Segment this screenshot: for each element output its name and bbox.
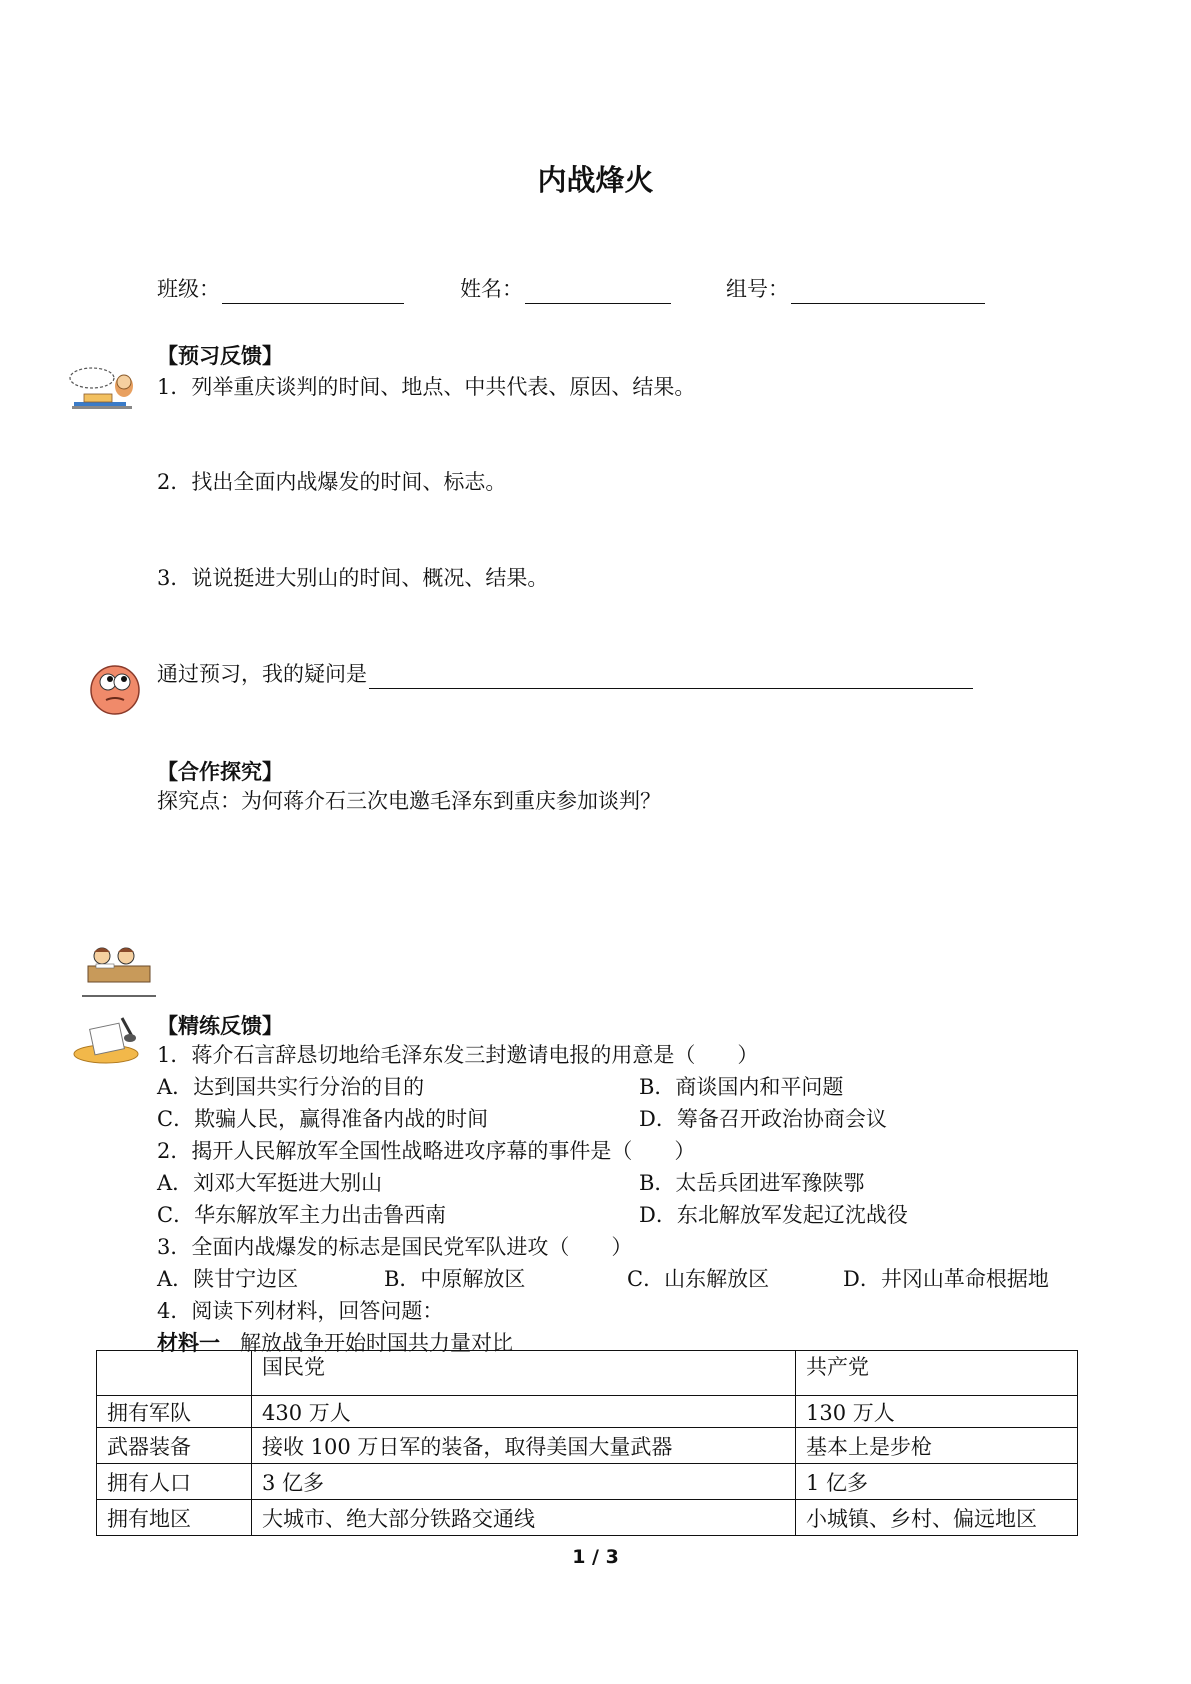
name-blank[interactable] (525, 281, 671, 304)
table-header-row (97, 1351, 1078, 1396)
class-field (157, 274, 404, 304)
q3-option-b: B．中原解放区 (384, 1267, 526, 1291)
q3-option-a: A．陕甘宁边区 (157, 1267, 299, 1291)
q2-option-d: D．东北解放军发起辽沈战役 (639, 1203, 908, 1227)
table-row (97, 1428, 1078, 1464)
table-cell: 3 亿多 (252, 1464, 796, 1500)
q1-option-c: C．欺骗人民，赢得准备内战的时间 (157, 1107, 489, 1131)
page-title: 内战烽火 (537, 163, 654, 197)
material-label: 材料一 (157, 1331, 220, 1355)
students-desk-icon (82, 942, 156, 998)
q2-option-c: C．华东解放军主力出击鲁西南 (157, 1203, 447, 1227)
q3-stem: 3．全面内战爆发的标志是国民党军队进攻（ ） (157, 1235, 633, 1259)
table-cell: 130 万人 (796, 1396, 1078, 1428)
table-header-cell (97, 1351, 252, 1396)
preview-heading: 【预习反馈】 (157, 344, 283, 368)
table-row (97, 1500, 1078, 1536)
table-cell: 基本上是步枪 (796, 1428, 1078, 1464)
table-cell: 接收 100 万日军的装备，取得美国大量武器 (252, 1428, 796, 1464)
coop-heading: 【合作探究】 (157, 760, 283, 784)
table-cell: 武器装备 (97, 1428, 252, 1464)
table-cell: 拥有地区 (97, 1500, 252, 1536)
table-cell: 小城镇、乡村、偏远地区 (796, 1500, 1078, 1536)
group-label: 组号： (726, 277, 789, 301)
q3-option-c: C．山东解放区 (627, 1267, 770, 1291)
table-cell: 拥有人口 (97, 1464, 252, 1500)
material-title: 解放战争开始时国共力量对比 (240, 1331, 514, 1355)
comparison-table (96, 1350, 1078, 1536)
page-number: 1 / 3 (572, 1546, 619, 1568)
question-prompt-label: 通过预习，我的疑问是 (157, 662, 367, 686)
name-label: 姓名： (460, 277, 523, 301)
q4-stem: 4．阅读下列材料，回答问题： (157, 1299, 444, 1323)
q2-stem: 2．揭开人民解放军全国性战略进攻序幕的事件是（ ） (157, 1139, 696, 1163)
q1-option-d: D．筹备召开政治协商会议 (639, 1107, 887, 1131)
preview-item-2: 2．找出全面内战爆发的时间、标志。 (157, 470, 507, 494)
q1-option-b: B．商谈国内和平问题 (639, 1075, 844, 1099)
question-blank[interactable] (369, 666, 973, 689)
class-label: 班级： (157, 277, 220, 301)
class-blank[interactable] (222, 281, 404, 304)
coop-point: 探究点：为何蒋介石三次电邀毛泽东到重庆参加谈判？ (157, 789, 661, 813)
group-field (726, 274, 985, 304)
name-field (460, 274, 671, 304)
confused-face-icon (88, 662, 142, 716)
preview-item-3: 3．说说挺进大别山的时间、概况、结果。 (157, 566, 549, 590)
table-header-cell: 国民党 (252, 1351, 796, 1396)
table-cell: 大城市、绝大部分铁路交通线 (252, 1500, 796, 1536)
q1-stem: 1．蒋介石言辞恳切地给毛泽东发三封邀请电报的用意是（ ） (157, 1043, 759, 1067)
table-cell: 拥有军队 (97, 1396, 252, 1428)
question-prompt-line (157, 659, 973, 689)
table-row (97, 1396, 1078, 1428)
table-row (97, 1464, 1078, 1500)
q3-option-d: D．井冈山革命根据地 (843, 1267, 1049, 1291)
table-cell: 1 亿多 (796, 1464, 1078, 1500)
group-blank[interactable] (791, 281, 985, 304)
quill-paper-icon (68, 1012, 144, 1068)
q1-option-a: A．达到国共实行分治的目的 (157, 1075, 425, 1099)
table-header-cell: 共产党 (796, 1351, 1078, 1396)
practice-heading: 【精练反馈】 (157, 1014, 283, 1038)
table-cell: 430 万人 (252, 1396, 796, 1428)
preview-item-1: 1．列举重庆谈判的时间、地点、中共代表、原因、结果。 (157, 375, 696, 399)
thinking-cartoon-icon (66, 364, 140, 414)
q2-option-b: B．太岳兵团进军豫陕鄂 (639, 1171, 865, 1195)
q2-option-a: A．刘邓大军挺进大别山 (157, 1171, 383, 1195)
